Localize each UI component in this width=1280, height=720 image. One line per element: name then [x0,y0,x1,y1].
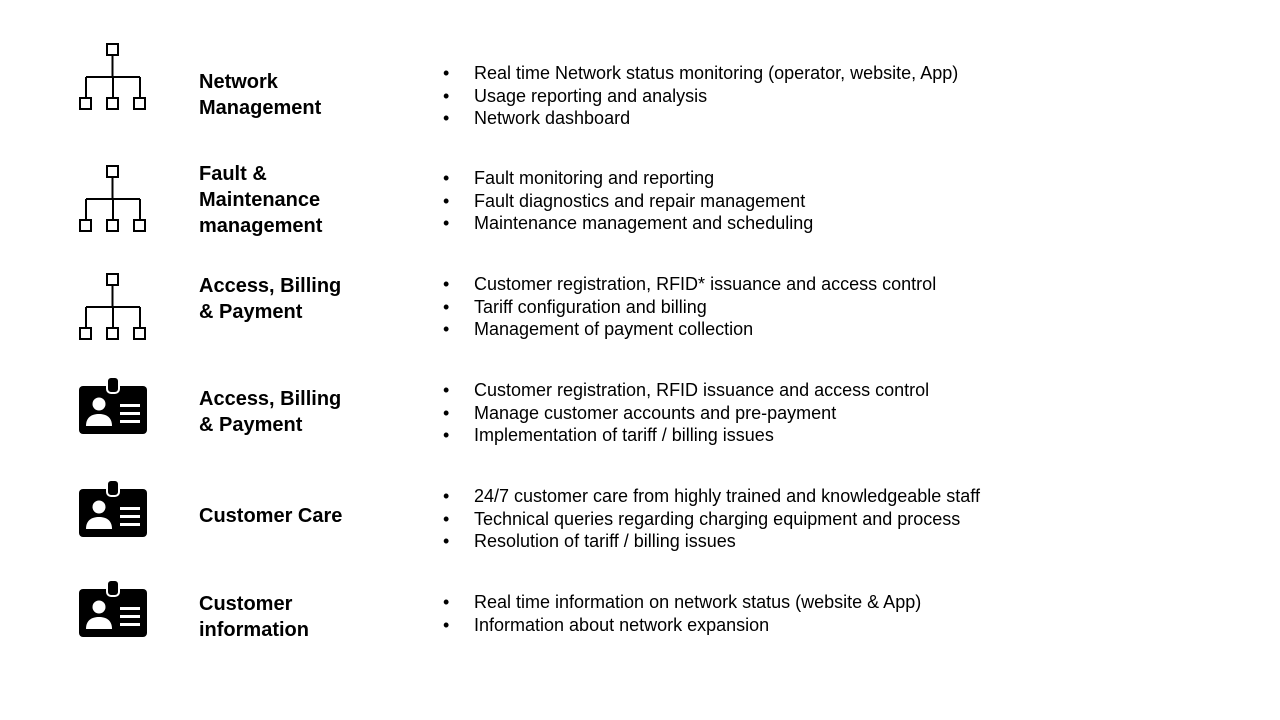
bullet-item: • Manage customer accounts and pre-payment [443,402,929,425]
bullet-item: • Tariff configuration and billing [443,296,936,319]
bullet-item: • Technical queries regarding charging equipment and process [443,508,980,531]
hierarchy-icon [76,164,148,234]
bullet-item: • Information about network expansion [443,614,921,637]
bullet-item: • Real time Network status monitoring (operator, website, App) [443,62,958,85]
bullet-list [443,485,980,553]
bullet-item: • Customer registration, RFID issuance and access control [443,379,929,402]
row-title: Access, Billing & Payment [199,388,342,436]
bullet-item: • Fault diagnostics and repair management [443,190,813,213]
row-title: Network Management [199,71,322,119]
id-badge-icon [76,376,148,446]
id-badge-icon [76,579,148,649]
bullet-item: • Network dashboard [443,107,958,130]
bullet-item: • Usage reporting and analysis [443,85,958,108]
bullet-item: • Real time information on network status (website & App) [443,591,921,614]
bullet-list [443,591,921,636]
bullet-list [443,167,813,235]
row-title: Customer information [199,593,309,641]
row-title: Access, Billing & Payment [199,275,342,323]
bullet-item: • Management of payment collection [443,318,936,341]
hierarchy-icon [76,42,148,112]
id-badge-icon [76,479,148,549]
row-title: Fault & Maintenance management [199,163,323,237]
bullet-list [443,62,958,130]
row-title: Customer Care [199,505,343,527]
hierarchy-icon [76,272,148,342]
bullet-item: • Resolution of tariff / billing issues [443,530,980,553]
bullet-item: • Maintenance management and scheduling [443,212,813,235]
bullet-item: • Implementation of tariff / billing issues [443,424,929,447]
bullet-item: • 24/7 customer care from highly trained and knowledgeable staff [443,485,980,508]
bullet-item: • Customer registration, RFID* issuance and access control [443,273,936,296]
bullet-item: • Fault monitoring and reporting [443,167,813,190]
bullet-list [443,379,929,447]
bullet-list [443,273,936,341]
